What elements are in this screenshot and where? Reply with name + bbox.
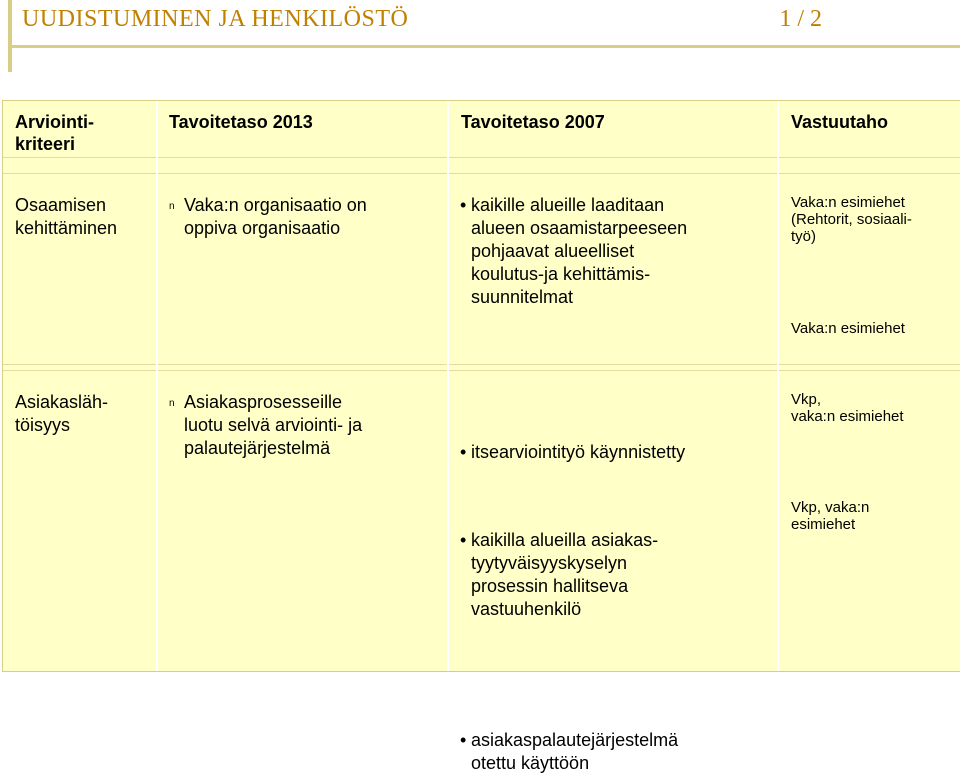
goal-2007-item: • asiakaspalautejärjestelmä otettu käyttöön	[471, 729, 960, 775]
criteria-table	[2, 100, 960, 773]
column-divider	[156, 101, 158, 671]
page-title: UUDISTUMINEN JA HENKILÖSTÖ	[22, 6, 409, 32]
criteria-asiakaslahtoisyys: Asiakasläh- töisyys	[15, 392, 109, 435]
goal-2007-item: • kaikilla alueilla asiakas- tyytyväisyyskyselyn prosessin hallitseva vastuuhenkilö	[471, 529, 960, 621]
column-divider	[447, 101, 449, 671]
column-header-tavoitetaso-2007: Tavoitetaso 2007	[461, 112, 605, 132]
column-header-tavoitetaso-2013: Tavoitetaso 2013	[169, 112, 313, 132]
responsible-text: Vaka:n esimiehet (Rehtorit, sosiaali- työ)	[791, 194, 912, 245]
column-header-kriteeri: Arviointi- kriteeri	[15, 112, 94, 154]
bullet-icon: n	[169, 201, 175, 212]
responsible-text: Vaka:n esimiehet	[791, 320, 905, 337]
row-divider	[3, 370, 960, 371]
column-header-vastuutaho: Vastuutaho	[791, 112, 889, 132]
goal-2013-item	[169, 391, 439, 460]
goal-2007-item: • itsearviointityö käynnistetty	[471, 441, 960, 464]
goal-2013-text: Vaka:n organisaatio on oppiva organisaatio	[184, 195, 367, 238]
bullet-icon: n	[169, 398, 175, 409]
row-divider	[3, 173, 960, 174]
goal-2007-item: • kaikille alueille laaditaan alueen osaamistarpeeseen pohjaavat alueelliset koulutus-ja kehittämis- suunnitelmat	[471, 194, 960, 309]
goal-2013-text: Asiakasprosesseille luotu selvä arviointi- ja palautejärjestelmä	[184, 392, 363, 458]
title-accent-line	[8, 0, 12, 72]
responsible-text: Vkp, vaka:n esimiehet	[791, 391, 904, 425]
criteria-osaamisen-kehittaminen: Osaamisen kehittäminen	[15, 195, 118, 238]
row-divider	[3, 157, 960, 158]
row-divider	[3, 364, 960, 365]
goal-2013-item	[169, 194, 439, 240]
title-band	[0, 0, 960, 72]
page-number: 1 / 2	[779, 6, 822, 32]
title-underline	[8, 45, 960, 48]
responsible-text: Vkp, vaka:n esimiehet	[791, 499, 870, 533]
